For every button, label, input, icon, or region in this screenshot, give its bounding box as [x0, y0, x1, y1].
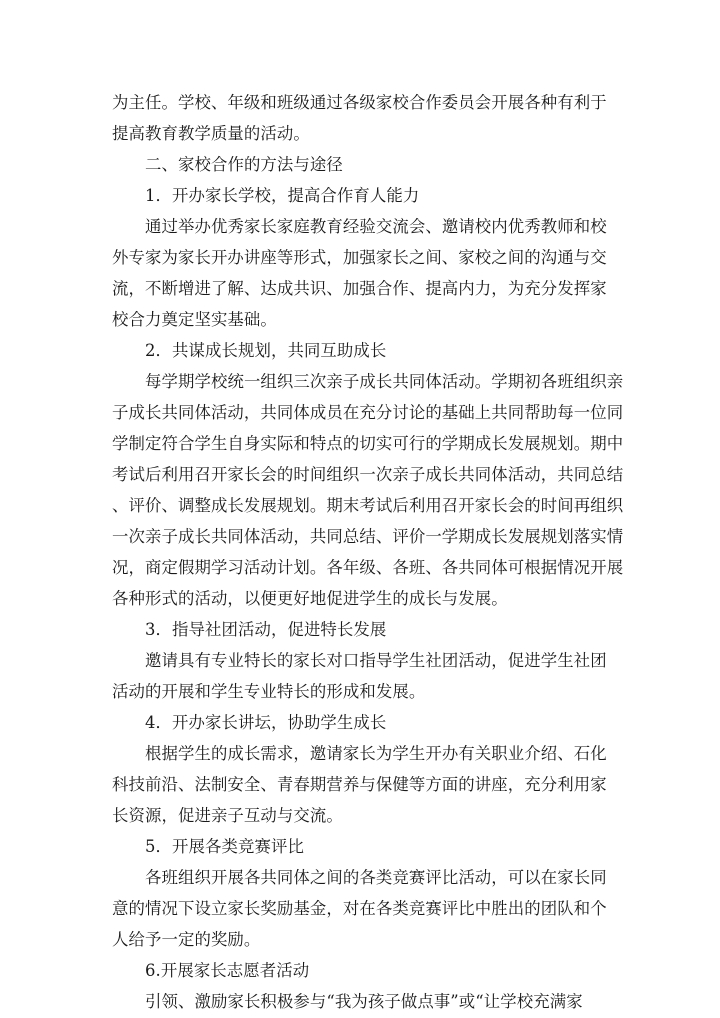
text-line: 通过举办优秀家长家庭教育经验交流会、邀请校内优秀教师和校 [145, 217, 607, 236]
text-line: 考试后利用召开家长会的时间组织一次亲子成长共同体活动，共同总结 [112, 465, 624, 484]
section-heading: 二、家校合作的方法与途径 [145, 155, 343, 174]
text-line: 根据学生的成长需求，邀请家长为学生开办有关职业介绍、石化 [145, 744, 607, 763]
subsection-heading: 1．开办家长学校，提高合作育人能力 [145, 186, 420, 205]
subsection-heading: 3．指导社团活动，促进特长发展 [145, 620, 387, 639]
text-line: 每学期学校统一组织三次亲子成长共同体活动。学期初各班组织亲 [145, 372, 624, 391]
subsection-heading: 2．共谋成长规划，共同互助成长 [145, 341, 387, 360]
text-line: 子成长共同体活动，共同体成员在充分讨论的基础上共同帮助每一位同 [112, 403, 624, 422]
text-line: 为主任。学校、年级和班级通过各级家校合作委员会开展各种有利于 [112, 93, 607, 112]
text-line: 学制定符合学生自身实际和特点的切实可行的学期成长发展规划。期中 [112, 434, 624, 453]
subsection-heading: 5．开展各类竞赛评比 [145, 837, 304, 856]
text-line: 外专家为家长开办讲座等形式，加强家长之间、家校之间的沟通与交 [112, 248, 607, 267]
text-line: 邀请具有专业特长的家长对口指导学生社团活动，促进学生社团 [145, 651, 607, 670]
text-line: 人给予一定的奖励。 [112, 930, 261, 949]
text-line: 各种形式的活动，以便更好地促进学生的成长与发展。 [112, 589, 508, 608]
text-line: 流，不断增进了解、达成共识、加强合作、提高内力，为充分发挥家 [112, 279, 607, 298]
text-line: 意的情况下设立家长奖励基金，对在各类竞赛评比中胜出的团队和个 [112, 899, 607, 918]
subsection-heading: 4．开办家长讲坛，协助学生成长 [145, 713, 387, 732]
text-line: 活动的开展和学生专业特长的形成和发展。 [112, 682, 426, 701]
text-line: 、评价、调整成长发展规划。期末考试后利用召开家长会的时间再组织 [112, 496, 624, 515]
text-line: 长资源，促进亲子互动与交流。 [112, 806, 343, 825]
text-line: 提高教育教学质量的活动。 [112, 124, 310, 143]
text-line: 引领、激励家长积极参与“我为孩子做点事”或“让学校充满家 [145, 992, 583, 1011]
subsection-heading: 6.开展家长志愿者活动 [145, 961, 310, 980]
text-line: 校合力奠定坚实基础。 [112, 310, 277, 329]
text-line: 况，商定假期学习活动计划。各年级、各班、各共同体可根据情况开展 [112, 558, 624, 577]
text-line: 一次亲子成长共同体活动，共同总结、评价一学期成长发展规划落实情 [112, 527, 624, 546]
text-line: 各班组织开展各共同体之间的各类竞赛评比活动，可以在家长同 [145, 868, 607, 887]
text-line: 科技前沿、法制安全、青春期营养与保健等方面的讲座，充分利用家 [112, 775, 607, 794]
